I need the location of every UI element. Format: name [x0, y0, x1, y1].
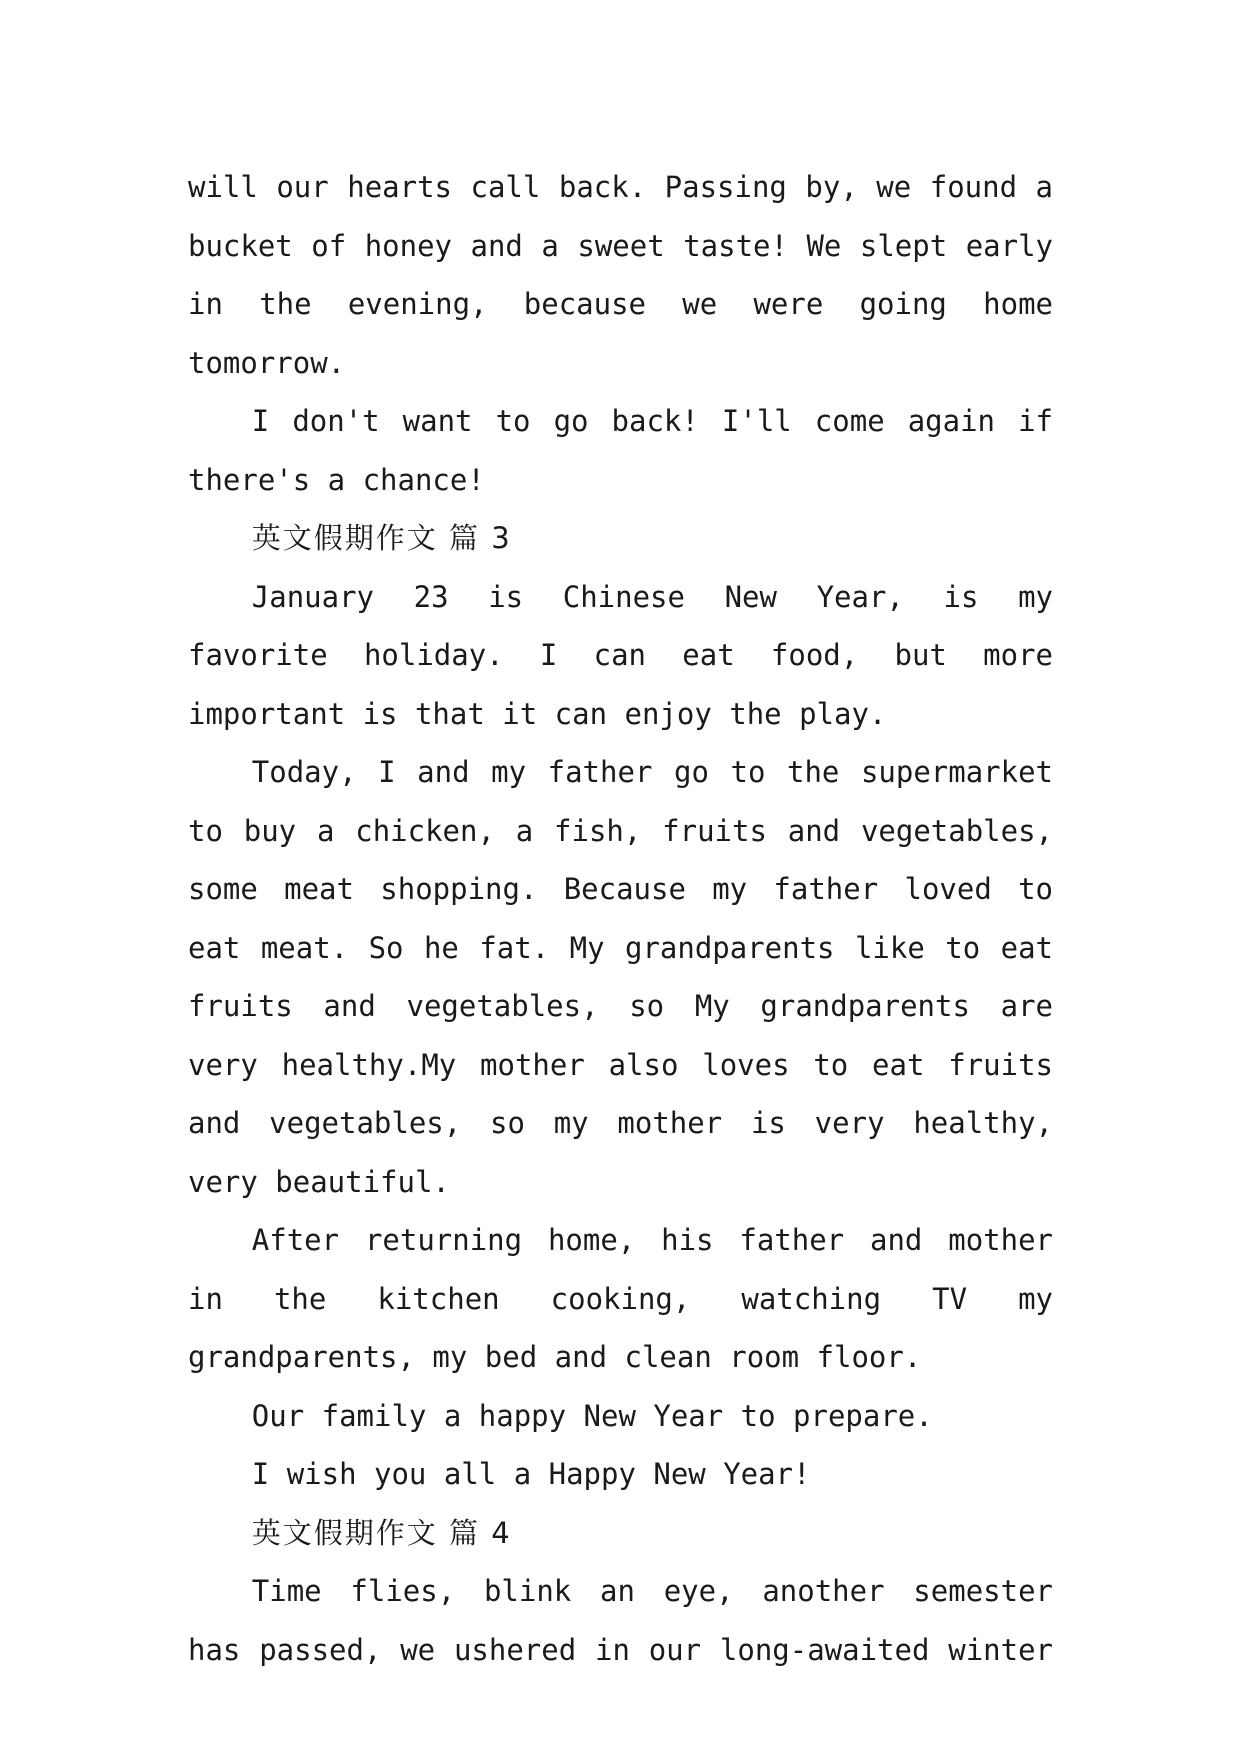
document-page [188, 158, 1053, 1679]
paragraph-essay3-wish: I wish you all a Happy New Year! [251, 1457, 811, 1491]
paragraph-essay4-intro: Time flies, blink an eye, another semester has passed, we ushered in our long-awaited winter [188, 1574, 1053, 1667]
paragraph-essay2-closing: I don't want to go back! I'll come again if there's a chance! [188, 404, 1053, 497]
paragraph-essay3-intro: January 23 is Chinese New Year, is my favorite holiday. I can eat food, but more important is that it can enjoy the play. [188, 579, 1053, 731]
paragraph-essay3-home: After returning home, his father and mother in the kitchen cooking, watching TV my grandparents, my bed and clean room floor. [188, 1223, 1053, 1374]
essay-heading-3: 英文假期作文 篇 3 [251, 521, 512, 555]
paragraph-essay2-end: will our hearts call back. Passing by, we found a bucket of honey and a sweet taste! We slept early in the evening, because we were going home tomorrow. [188, 170, 1053, 380]
paragraph-essay3-shopping: Today, I and my father go to the supermarket to buy a chicken, a fish, fruits and vegetables, some meat shopping. Because my father loved to eat meat. So he fat. My grandparents like to eat fruits and vegetables, so My grandparents are very healthy.My mother also loves to eat fruits and vegetables, so my mother is very healthy, very beautiful. [188, 755, 1053, 1199]
paragraph-essay3-prepare: Our family a happy New Year to prepare. [251, 1398, 933, 1433]
essay-heading-4: 英文假期作文 篇 4 [251, 1515, 512, 1550]
